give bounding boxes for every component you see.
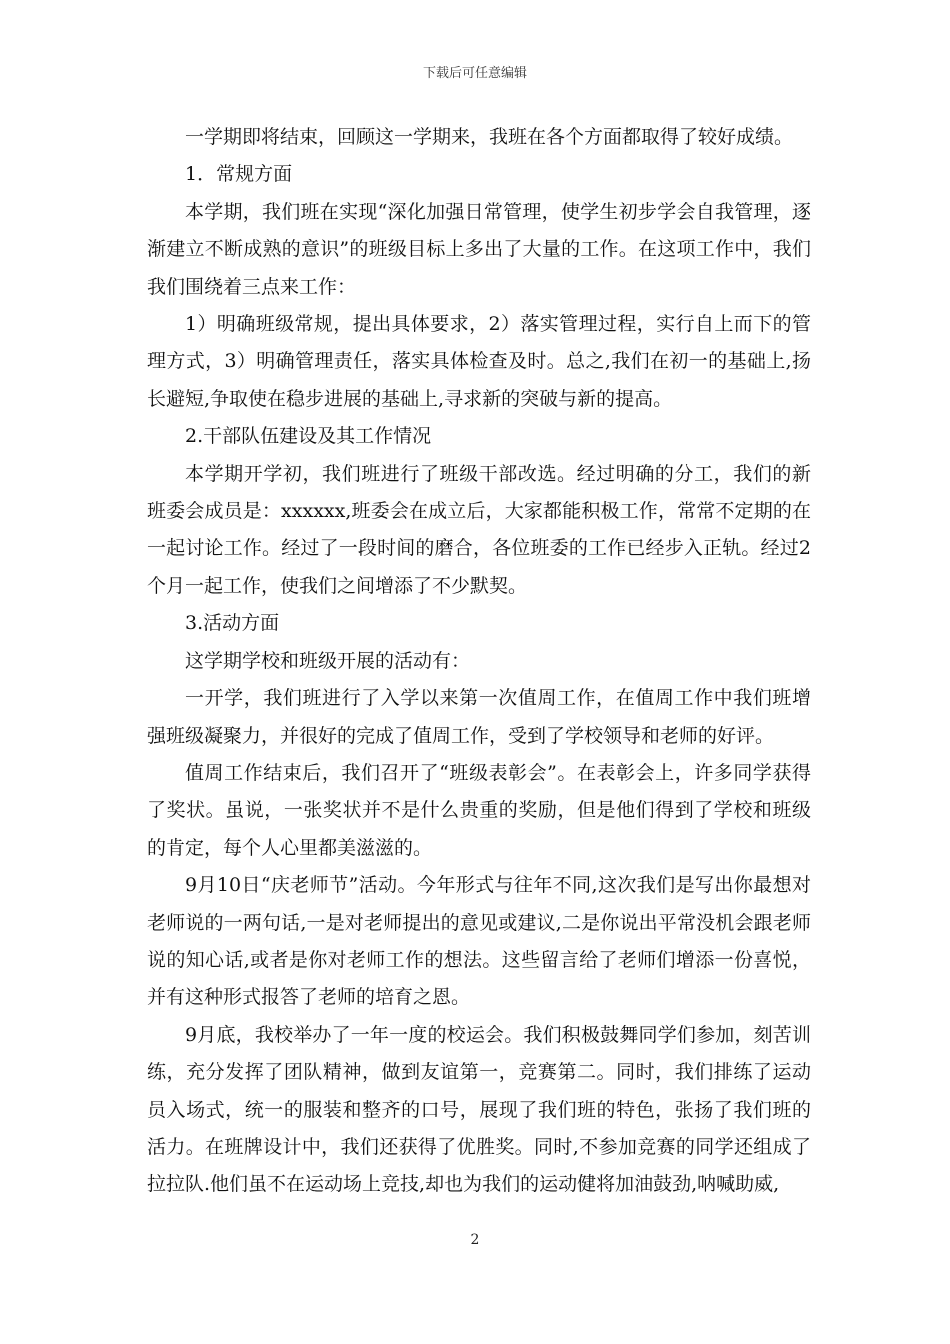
paragraph-duty-week: 一开学，我们班进行了入学以来第一次值周工作，在值周工作中我们班增强班级凝聚力，并很好的完成了值周工作，受到了学校领导和老师的好评。	[147, 687, 811, 747]
section-heading-routine: 1．常规方面	[185, 163, 293, 186]
paragraph-commendation: 值周工作结束后，我们召开了“班级表彰会”。在表彰会上，许多同学获得了奖状。虽说，一张奖状并不是什么贵重的奖励，但是他们得到了学校和班级的肯定，每个人心里都美滋滋的。	[147, 761, 811, 859]
paragraph-routine: 本学期，我们班在实现“深化加强日常管理，使学生初步学会自我管理，逐渐建立不断成熟的意识”的班级目标上多出了大量的工作。在这项工作中，我们我们围绕着三点来工作：	[147, 200, 811, 298]
document-body	[147, 119, 811, 1204]
section-heading-cadres: 2.干部队伍建设及其工作情况	[185, 425, 432, 448]
paragraph-activities-intro: 这学期学校和班级开展的活动有：	[185, 649, 471, 672]
paragraph-routine-points: 1）明确班级常规，提出具体要求，2）落实管理过程，实行自上而下的管理方式，3）明确管理责任，落实具体检查及时。总之,我们在初一的基础上,扬长避短,争取使在稳步进展的基础上,寻求新的突破与新的提高。	[147, 313, 811, 410]
section-heading-activities: 3.活动方面	[185, 612, 280, 635]
page-number: 2	[470, 1232, 480, 1248]
paragraph-cadres: 本学期开学初，我们班进行了班级干部改选。经过明确的分工，我们的新班委会成员是：xxxxxx,班委会在成立后，大家都能积极工作，常常不定期的在一起讨论工作。经过了一段时间的磨合，各位班委的工作已经步入正轨。经过2个月一起工作，使我们之间增添了不少默契。	[147, 462, 811, 597]
paragraph-sports-meet: 9月底，我校举办了一年一度的校运会。我们积极鼓舞同学们参加，刻苦训练，充分发挥了团队精神，做到友谊第一，竞赛第二。同时，我们排练了运动员入场式，统一的服装和整齐的口号，展现了我们班的特色，张扬了我们班的活力。在班牌设计中，我们还获得了优胜奖。同时,不参加竞赛的同学还组成了拉拉队.他们虽不在运动场上竞技,却也为我们的运动健将加油鼓劲,呐喊助威,	[147, 1023, 811, 1196]
paragraph-intro: 一学期即将结束，回顾这一学期来，我班在各个方面都取得了较好成绩。	[185, 126, 794, 148]
paragraph-teachers-day: 9月10日“庆老师节”活动。今年形式与往年不同,这次我们是写出你最想对老师说的一两句话,一是对老师提出的意见或建议,二是你说出平常没机会跟老师说的知心话,或者是你对老师工作的想法。这些留言给了老师们增添一份喜悦，并有这种形式报答了老师的培育之恩。	[147, 874, 811, 1009]
page-header: 下载后可任意编辑	[422, 66, 527, 81]
